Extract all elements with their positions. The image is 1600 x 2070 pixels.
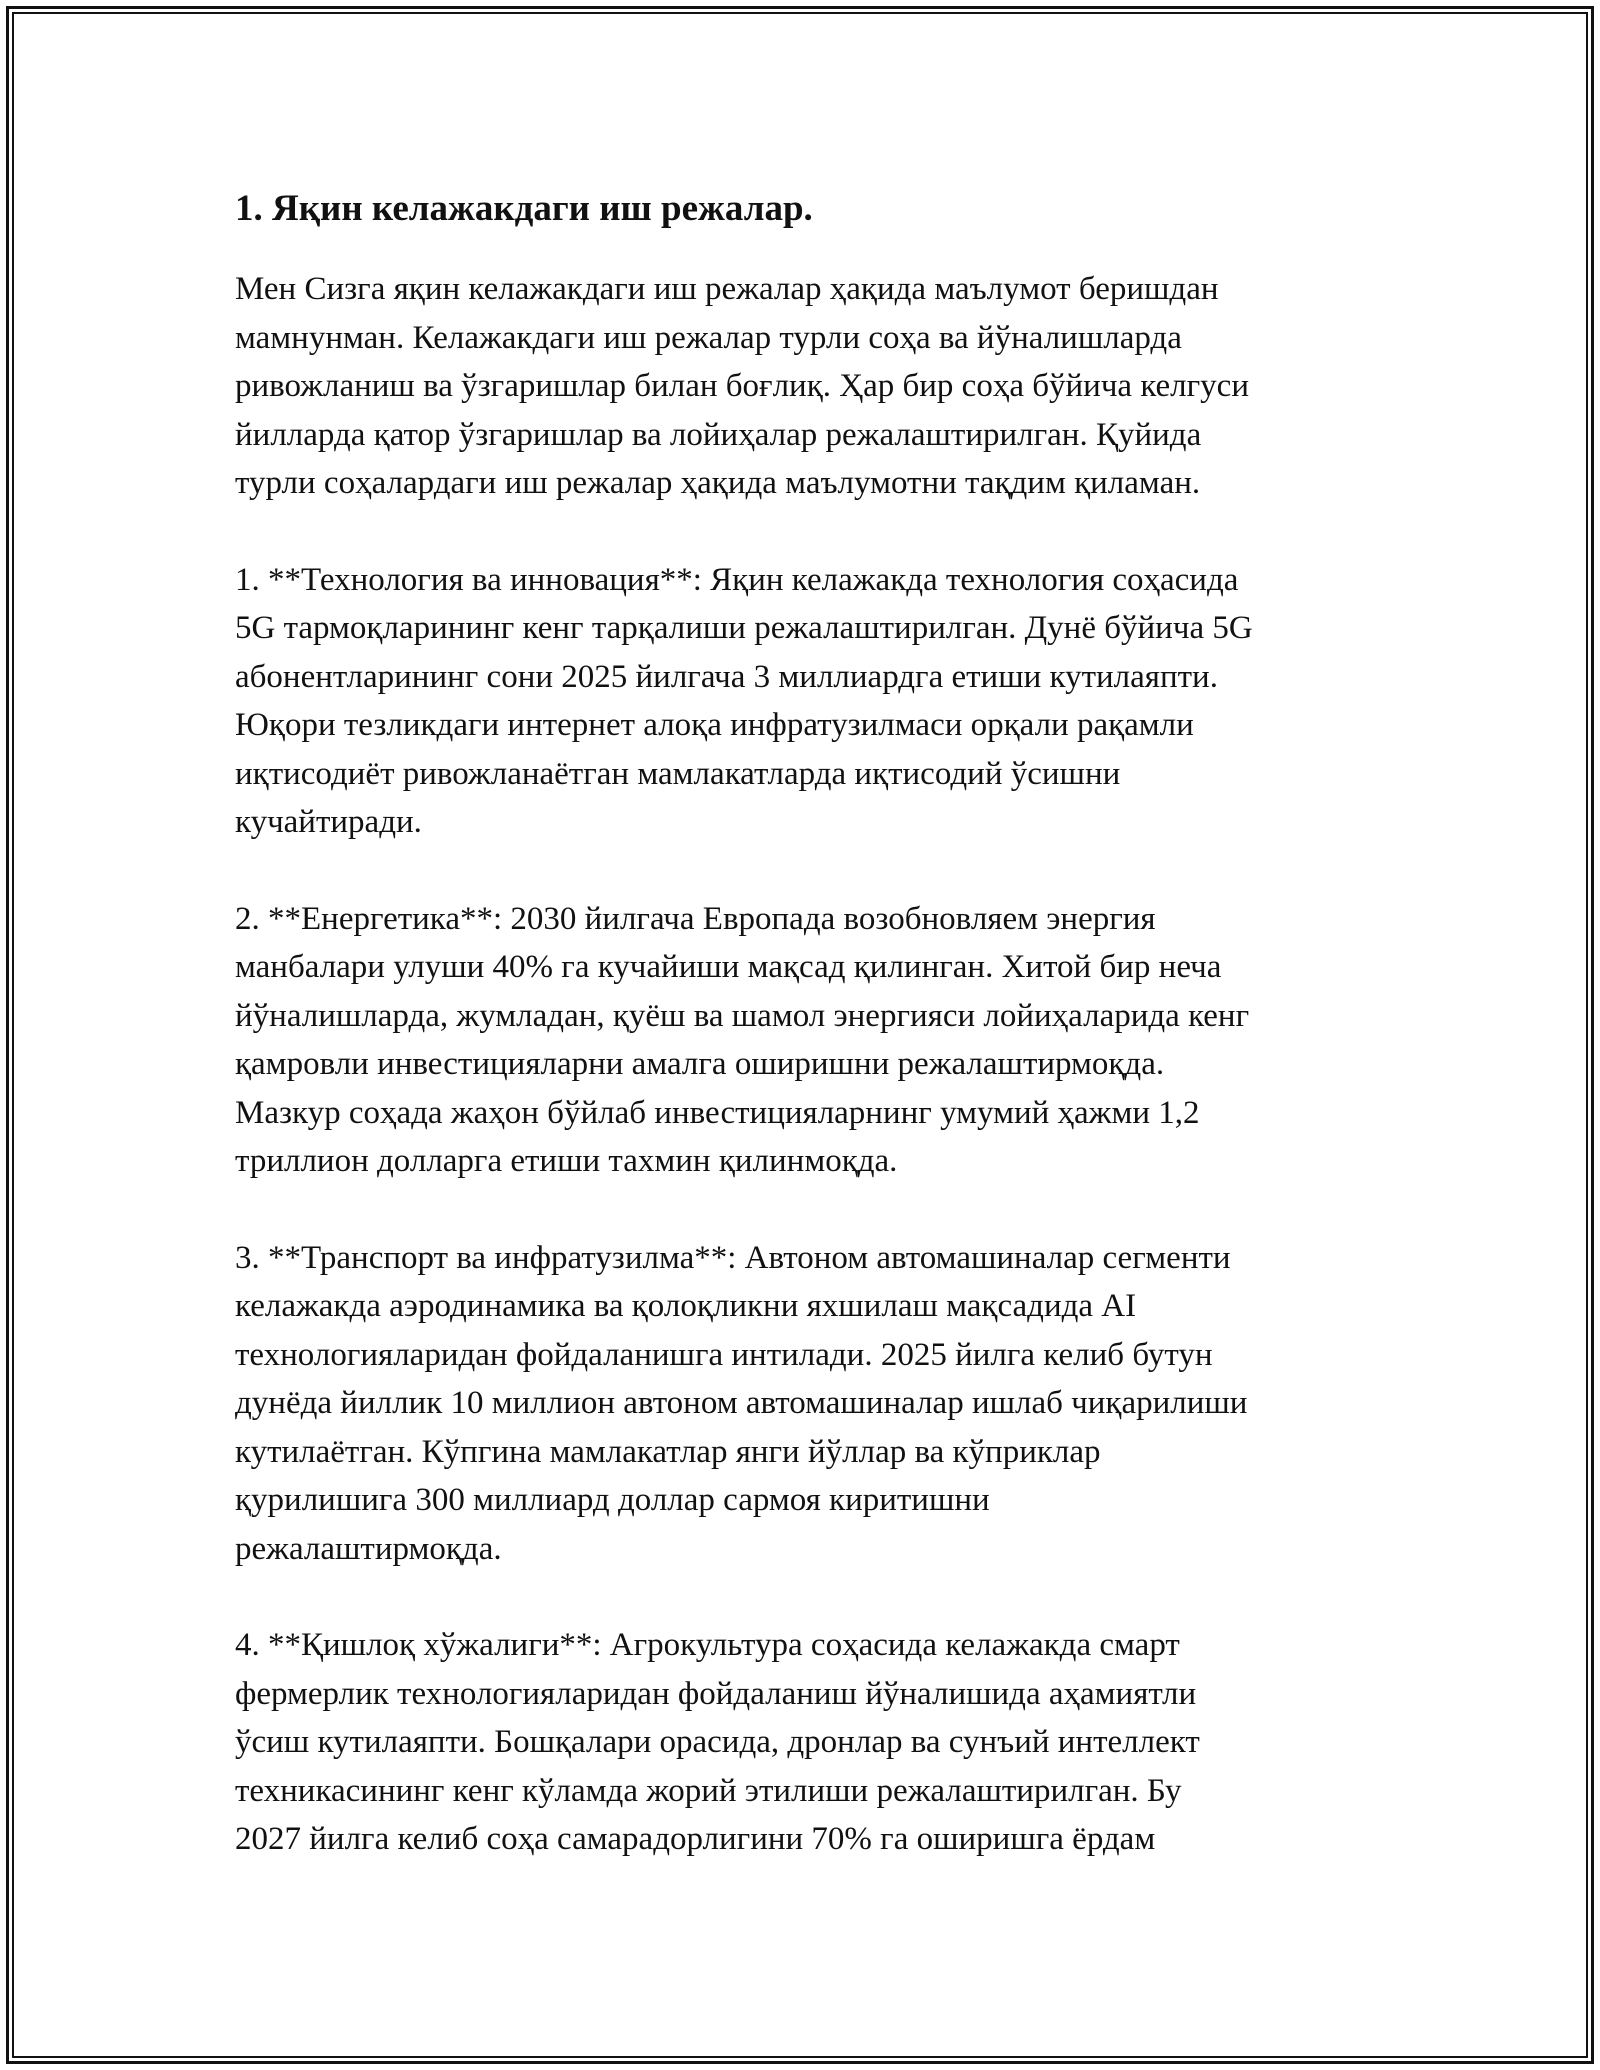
section-heading: 1. Яқин келажакдаги иш режалар. [235, 188, 813, 229]
intro-paragraph: Мен Сизга яқин келажакдаги иш режалар ҳақида маълумот беришдан мамнунман. Келажакдаги иш режалар турли соҳа ва йўналишларда ривожланиш ва ўзгаришлар билан боғлиқ. Ҳар бир соҳа бўйича келгуси йилларда қатор ўзгаришлар ва лойиҳалар режалаштирилган. Қуйида турли соҳалардаги иш режалар ҳақида маълумотни тақдим қиламан. [235, 271, 1249, 501]
paragraph-transport: 3. **Транспорт ва инфратузилма**: Автоном автомашиналар сегменти келажакда аэродинамика ва қолоқликни яхшилаш мақсадида AI технологияларидан фойдаланишга интилади. 2025 йилга келиб бутун дунёда йиллик 10 миллион автоном автомашиналар ишлаб чиқарилиши кутилаётган. Кўпгина мамлакатлар янги йўллар ва кўприклар қурилишига 300 миллиард доллар сармоя киритишни режалаштирмоқда. [235, 1239, 1248, 1567]
document-body [235, 185, 1375, 1912]
paragraph-technology: 1. **Технология ва инновация**: Яқин келажакда технология соҳасида 5G тармоқларининг кенг тарқалиши режалаштирилган. Дунё бўйича 5G абонентларининг сони 2025 йилгача 3 миллиардга етиши кутилаяпти. Юқори тезликдаги интернет алоқа инфратузилмаси орқали рақамли иқтисодиёт ривожланаётган мамлакатларда иқтисодий ўсишни кучайтиради. [235, 561, 1253, 840]
paragraph-energy: 2. **Енергетика**: 2030 йилгача Европада возобновляем энергия манбалари улуши 40% га кучайиши мақсад қилинган. Хитой бир неча йўналишларда, жумладан, қуёш ва шамол энергияси лойиҳаларида кенг қамровли инвестицияларни амалга оширишни режалаштирмоқда. Мазкур соҳада жаҳон бўйлаб инвестицияларнинг умумий ҳажми 1,2 триллион долларга етиши тахмин қилинмоқда. [235, 900, 1250, 1179]
paragraph-agriculture: 4. **Қишлоқ хўжалиги**: Агрокультура соҳасида келажакда смарт фермерлик технологияларидан фойдаланиш йўналишида аҳамиятли ўсиш кутилаяпти. Бошқалари орасида, дронлар ва сунъий интеллект техникасининг кенг кўламда жорий этилиши режалаштирилган. Бу 2027 йилга келиб соҳа самарадорлигини 70% га оширишга ёрдам [235, 1627, 1200, 1857]
